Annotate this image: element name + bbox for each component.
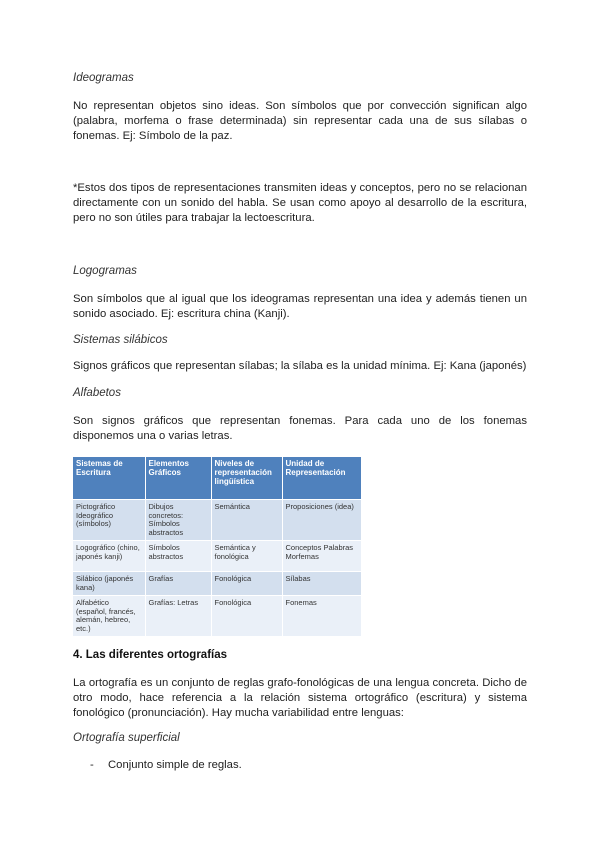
- table-header-row: [73, 457, 361, 500]
- table-row: [73, 572, 361, 596]
- paragraph-logogramas: Son símbolos que al igual que los ideogramas representan una idea y además tienen un sonido asociado. Ej: escritura china (Kanji).: [73, 293, 527, 320]
- table-cell: Logográfico (chino, japonés kanji): [73, 541, 145, 572]
- bullet-item: [90, 759, 242, 771]
- table-row: [73, 596, 361, 637]
- table-cell: Alfabético (español, francés, alemán, hebreo, etc.): [73, 596, 145, 637]
- table-cell: Semántica: [211, 500, 282, 541]
- table-cell: Pictográfico Ideográfico (símbolos): [73, 500, 145, 541]
- heading-ortografia-superficial: Ortografía superficial: [73, 732, 180, 744]
- table-cell: Conceptos Palabras Morfemas: [282, 541, 361, 572]
- table-row: [73, 500, 361, 541]
- table-row: [73, 541, 361, 572]
- heading-logogramas: Logogramas: [73, 265, 137, 277]
- table-cell: Silábico (japonés kana): [73, 572, 145, 596]
- writing-systems-table: [73, 457, 362, 636]
- paragraph-ideogramas: No representan objetos sino ideas. Son símbolos que por convección significan algo (palabra, morfema o frase determinada) sin representar cada una de sus sílabas o fonemas. Ej: Símbolo de la paz.: [73, 100, 527, 142]
- table-header-cell: Niveles de representación lingüística: [211, 457, 282, 500]
- table-cell: Fonológica: [211, 572, 282, 596]
- table-header-cell: Elementos Gráficos: [145, 457, 211, 500]
- table-header-cell: Unidad de Representación: [282, 457, 361, 500]
- paragraph-ortografias: La ortografía es un conjunto de reglas grafo-fonológicas de una lengua concreta. Dicho de otro modo, hace referencia a la relación sistema ortográfico (escritura) y sistema fonológico (pronunciación). Hay mucha variabilidad entre lenguas:: [73, 677, 527, 719]
- paragraph-alfabetos: Son signos gráficos que representan fonemas. Para cada uno de los fonemas disponemos una o varias letras.: [73, 415, 527, 442]
- table-cell: Semántica y fonológica: [211, 541, 282, 572]
- heading-ideogramas: Ideogramas: [73, 72, 134, 84]
- table-cell: Proposiciones (idea): [282, 500, 361, 541]
- heading-sistemas-silabicos: Sistemas silábicos: [73, 334, 168, 346]
- bullet-text: Conjunto simple de reglas.: [108, 759, 242, 771]
- table-cell: Sílabas: [282, 572, 361, 596]
- heading-alfabetos: Alfabetos: [73, 387, 121, 399]
- bullet-dash: -: [90, 759, 94, 771]
- table-cell: Grafías: Letras: [145, 596, 211, 637]
- table-cell: Fonemas: [282, 596, 361, 637]
- table-cell: Grafías: [145, 572, 211, 596]
- table-cell: Fonológica: [211, 596, 282, 637]
- table-cell: Símbolos abstractos: [145, 541, 211, 572]
- table-cell: Dibujos concretos: Símbolos abstractos: [145, 500, 211, 541]
- paragraph-note: *Estos dos tipos de representaciones transmiten ideas y conceptos, pero no se relacionan directamente con un sonido del habla. Se usan como apoyo al desarrollo de la escritura, pero no son útiles para trabajar la lectoescritura.: [73, 182, 527, 224]
- section-title-ortografias: 4. Las diferentes ortografías: [73, 649, 228, 661]
- paragraph-sistemas-silabicos: Signos gráficos que representan sílabas; la sílaba es la unidad mínima. Ej: Kana (japonés): [73, 360, 527, 372]
- table-header-cell: Sistemas de Escritura: [73, 457, 145, 500]
